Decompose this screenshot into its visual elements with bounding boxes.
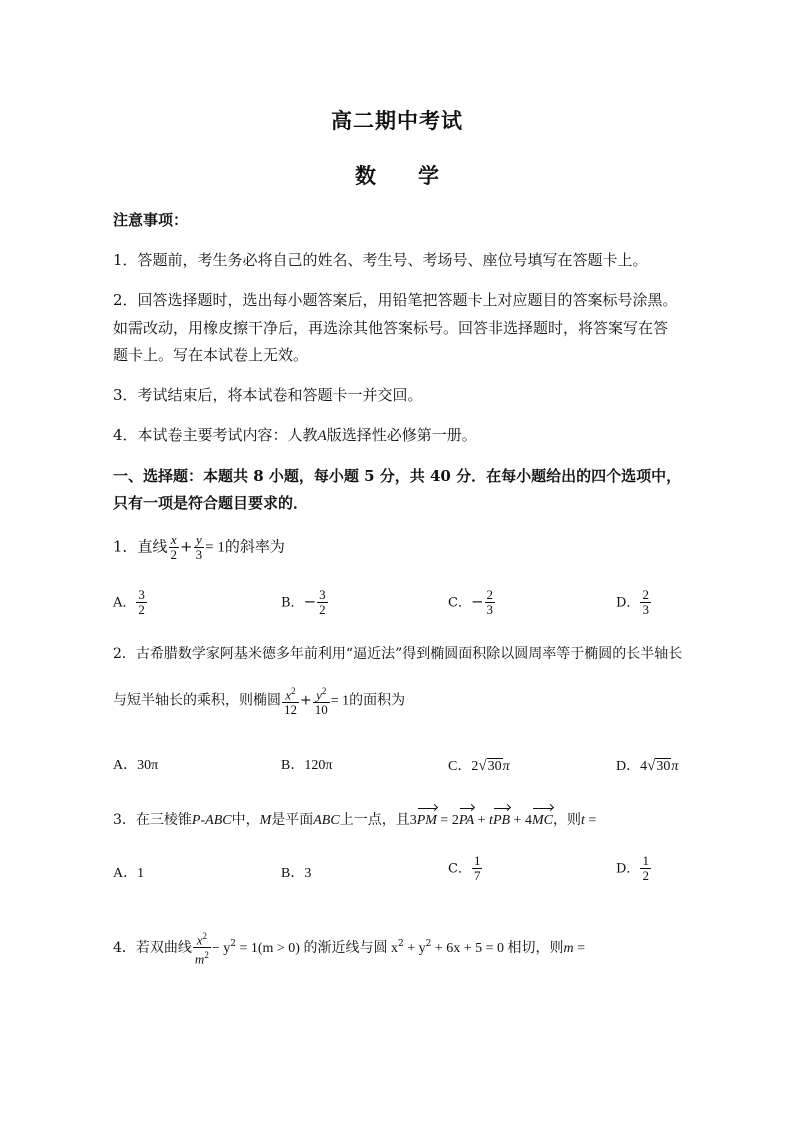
q3-d-label: D． bbox=[616, 861, 640, 877]
q2-option-b[interactable]: B．120π bbox=[281, 758, 333, 773]
q2-eq: = 1 bbox=[330, 693, 350, 709]
q1-two: 2 bbox=[170, 547, 178, 562]
q3-option-d[interactable] bbox=[616, 854, 652, 883]
q3-vec-pb: PB bbox=[493, 811, 510, 831]
q3-p5: ，则 bbox=[552, 812, 581, 828]
exam-title: 高二期中考试 bbox=[331, 108, 463, 133]
q3-p6: = bbox=[584, 813, 597, 828]
q1-c-den: 3 bbox=[486, 602, 494, 617]
q1-b-label: B． bbox=[281, 595, 304, 611]
q3-vec-pa: PA bbox=[459, 811, 474, 831]
q1-x: x bbox=[170, 532, 177, 547]
q1-suffix: 的斜率为 bbox=[224, 537, 285, 556]
q1-c-label: C． bbox=[448, 595, 471, 611]
question-1-stem bbox=[113, 533, 285, 562]
q4-m-den: m bbox=[194, 951, 205, 967]
q3-t: t bbox=[489, 813, 493, 828]
q4-frac: $\frac{x^2}{m^2}$ bbox=[194, 931, 209, 967]
q4-cond: = 1(m > 0) 的渐近线与圆 x bbox=[235, 940, 398, 956]
q2-c-pi: π bbox=[502, 759, 510, 774]
q3-c3: 3 bbox=[409, 813, 417, 828]
q3-c-den: 7 bbox=[473, 868, 481, 883]
q1-c-frac bbox=[485, 588, 496, 617]
note-3: 3．考试结束后，将本试卷和答题卡一并交回。 bbox=[113, 386, 423, 404]
q1-b-den: 2 bbox=[319, 602, 326, 617]
q1-three: 3 bbox=[195, 547, 203, 562]
q1-d-den: 3 bbox=[642, 602, 649, 617]
q1-b-sign: − bbox=[303, 592, 317, 611]
section1-line2: 只有一项是符合题目要求的． bbox=[113, 494, 309, 512]
q4-x: x bbox=[196, 932, 203, 948]
q1-d-num: 2 bbox=[642, 587, 649, 602]
q1-d-frac bbox=[640, 588, 651, 617]
q3-t2: t bbox=[580, 813, 585, 828]
q3-vec-pm: PM bbox=[417, 811, 437, 831]
q3-pabc: P-ABC bbox=[191, 813, 232, 828]
q1-c-num: 2 bbox=[486, 587, 494, 602]
note-2-line2: 如需改动，用橡皮擦干净后，再选涂其他答案标号。回答非选择题时，将答案写在答 bbox=[113, 319, 669, 337]
question-3-stem bbox=[113, 810, 596, 831]
q3-plus2: + 4 bbox=[510, 813, 532, 828]
q3-abc: ABC bbox=[313, 813, 340, 828]
q1-frac-y bbox=[194, 533, 205, 562]
q2-d1: 12 bbox=[284, 702, 297, 718]
q3-d-num: 1 bbox=[642, 853, 649, 868]
q2-d-rad: 30 bbox=[656, 759, 671, 774]
q1-d-label: D． bbox=[616, 595, 640, 611]
note-4-text: 4．本试卷主要考试内容：人教 bbox=[113, 426, 318, 444]
q2-d-label: D．4 bbox=[616, 759, 648, 774]
note-2-line1: 2．回答选择题时，选出每小题答案后，用铅笔把答题卡上对应题目的答案标号涂黑。 bbox=[113, 291, 678, 309]
section1-line1: 一、选择题：本题共 8 小题，每小题 5 分，共 40 分．在每小题给出的四个选项中， bbox=[113, 467, 682, 485]
q3-c-label: C． bbox=[448, 861, 471, 877]
q3-option-b[interactable]: B．3 bbox=[281, 866, 312, 881]
q4-mid: − y bbox=[211, 940, 231, 956]
q3-m: M bbox=[259, 813, 272, 828]
q2-prefix: 与短半轴长的乘积，则椭圆 bbox=[113, 692, 281, 709]
q1-y: y bbox=[195, 532, 202, 547]
q3-p2: 中， bbox=[231, 812, 260, 828]
q1-a-num: 3 bbox=[138, 587, 145, 602]
q1-a-den: 2 bbox=[138, 602, 145, 617]
q3-vec-mc: MC bbox=[532, 811, 553, 831]
q3-option-a[interactable]: A．1 bbox=[113, 866, 145, 881]
q1-c-sign: − bbox=[470, 592, 484, 611]
q3-c-frac bbox=[472, 854, 483, 883]
q1-option-b[interactable] bbox=[281, 588, 329, 617]
q2-c-label: C．2 bbox=[448, 759, 479, 774]
q1-eq: = 1 bbox=[205, 539, 225, 556]
q1-plus: + bbox=[180, 537, 193, 556]
q2-option-c[interactable]: C．2√30π bbox=[448, 758, 510, 774]
q4-circle-b: + 6x + 5 = 0 相切，则 bbox=[431, 940, 564, 956]
question-4-stem: 4．若双曲线 $\frac{x^2}{m^2}$ − $y^2 = 1(m > 0)$ 的渐近线与圆 $x^2 + y^2 + 6x + 5 = 0$ 相切，则m = bbox=[113, 931, 586, 967]
q3-plus1: + bbox=[474, 813, 490, 828]
q1-option-c[interactable] bbox=[448, 588, 496, 617]
q2-frac-y: $\frac{y^2}{10}$ bbox=[314, 686, 328, 718]
q2-option-d[interactable]: D．4√30π bbox=[616, 758, 679, 774]
q3-p3: 是平面 bbox=[271, 812, 314, 828]
q2-plus: + bbox=[300, 692, 312, 709]
q3-option-c[interactable] bbox=[448, 854, 483, 883]
q4-p1: 4．若双曲线 bbox=[113, 939, 192, 956]
q2-c-rad: 30 bbox=[487, 759, 502, 774]
q1-prefix: 1．直线 bbox=[113, 537, 168, 556]
q3-p1: 3．在三棱锥 bbox=[113, 812, 192, 828]
q4-m: m bbox=[563, 940, 574, 956]
q1-a-frac bbox=[136, 588, 147, 617]
q3-p4: 上一点，且 bbox=[339, 812, 410, 828]
note-2-line3: 题卡上。写在本试卷上无效。 bbox=[113, 346, 309, 364]
q4-circle-a: + y bbox=[403, 940, 426, 956]
note-1: 1．答题前，考生务必将自己的姓名、考生号、考场号、座位号填写在答题卡上。 bbox=[113, 251, 648, 269]
q2-option-a[interactable]: A．30π bbox=[113, 758, 159, 773]
note-4 bbox=[113, 425, 477, 446]
question-2-line2 bbox=[113, 684, 405, 717]
q1-b-frac bbox=[317, 588, 328, 617]
q4-end: = bbox=[573, 940, 586, 956]
subject-title: 数 学 bbox=[355, 163, 439, 188]
question-2-line1: 2．古希腊数学家阿基米德多年前利用“逼近法”得到椭圆面积除以圆周率等于椭圆的长半轴长 bbox=[113, 646, 683, 662]
note-4-suffix: 版选择性必修第一册。 bbox=[326, 426, 477, 444]
q2-d-pi: π bbox=[671, 759, 679, 774]
q3-eq: = 2 bbox=[436, 813, 459, 828]
q1-option-d[interactable] bbox=[616, 588, 652, 617]
q3-d-den: 2 bbox=[642, 868, 649, 883]
q1-a-label: A． bbox=[113, 595, 136, 611]
q1-option-a[interactable] bbox=[113, 588, 148, 617]
q2-y: y bbox=[316, 687, 322, 703]
q2-d2: 10 bbox=[314, 702, 328, 718]
q2-suffix: 的面积为 bbox=[349, 692, 406, 709]
q1-b-num: 3 bbox=[319, 587, 326, 602]
q2-frac-x: $\frac{x^2}{12}$ bbox=[284, 686, 297, 718]
q3-c-num: 1 bbox=[473, 853, 481, 868]
notes-heading: 注意事项： bbox=[113, 211, 189, 229]
q2-x: x bbox=[285, 687, 292, 703]
note-4-edition: A bbox=[317, 428, 327, 444]
q1-frac-x bbox=[169, 533, 180, 562]
q3-d-frac bbox=[640, 854, 651, 883]
